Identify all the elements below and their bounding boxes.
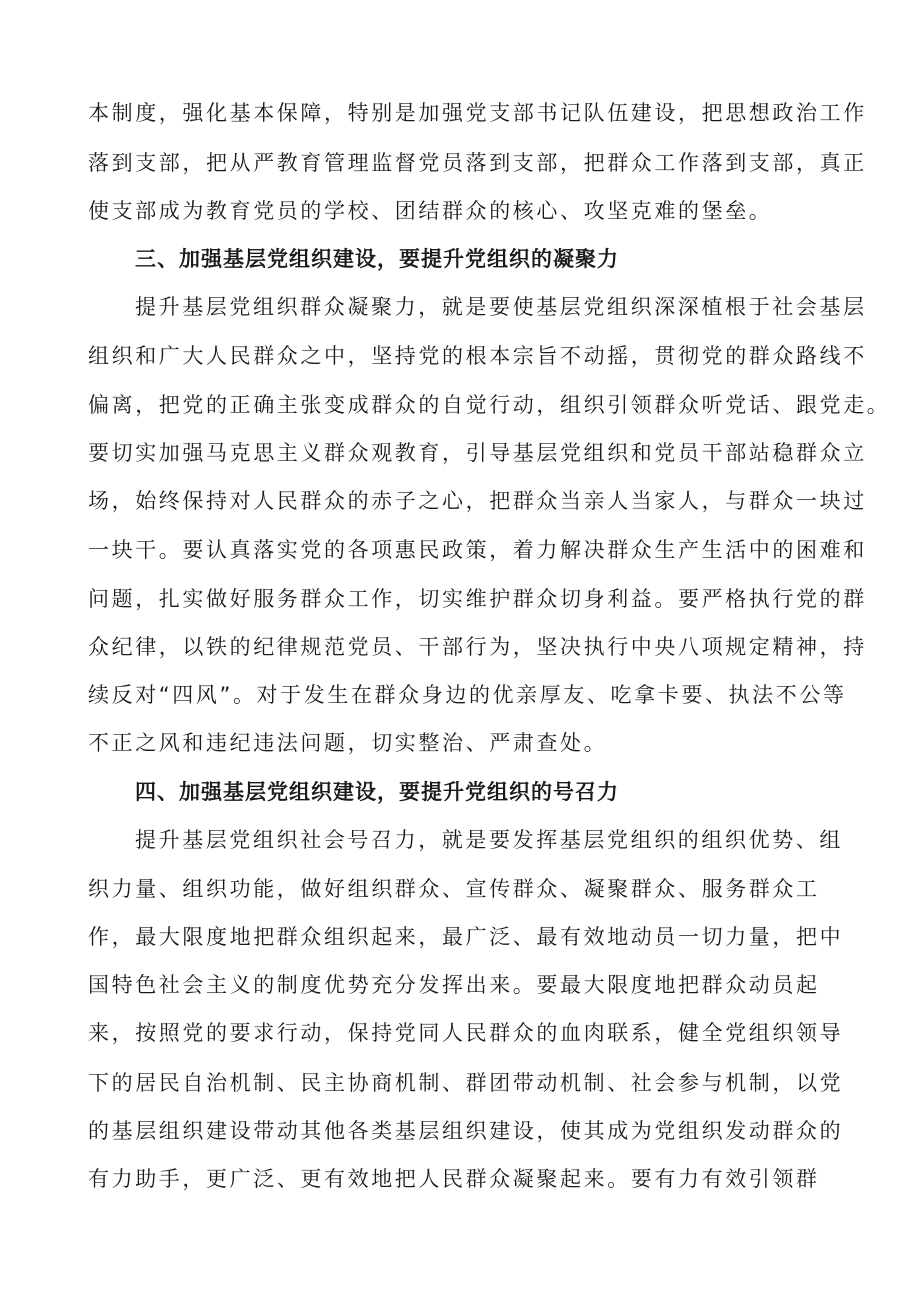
body-text-line: 作，最大限度地把群众组织起来，最广泛、最有效地动员一切力量，把中: [88, 925, 844, 949]
body-text-line: 本制度，强化基本保障，特别是加强党支部书记队伍建设，把思想政治工作: [88, 101, 867, 125]
body-text-line: 问题，扎实做好服务群众工作，切实维护群众切身利益。要严格执行党的群: [88, 587, 867, 611]
body-text-line: 提升基层党组织群众凝聚力，就是要使基层党组织深深植根于社会基层: [135, 295, 867, 319]
body-text-line: 下的居民自治机制、民主协商机制、群团带动机制、社会参与机制，以党: [88, 1071, 844, 1095]
body-text-line: 续反对“四风”。对于发生在群众身边的优亲厚友、吃拿卡要、执法不公等: [88, 683, 847, 707]
body-text-line: 落到支部，把从严教育管理监督党员落到支部，把群众工作落到支部，真正: [88, 151, 867, 175]
body-text-line: 有力助手，更广泛、更有效地把人民群众凝聚起来。要有力有效引领群: [88, 1167, 820, 1191]
body-text-line: 偏离，把党的正确主张变成群众的自觉行动，组织引领群众听党话、跟党走。: [88, 393, 891, 417]
body-text-line: 的基层组织建设带动其他各类基层组织建设，使其成为党组织发动群众的: [88, 1119, 844, 1143]
body-text-line: 国特色社会主义的制度优势充分发挥出来。要最大限度地把群众动员起: [88, 973, 820, 997]
section-heading-3: 三、加强基层党组织建设，要提升党组织的凝聚力: [135, 247, 619, 271]
body-text-line: 不正之风和违纪违法问题，切实整治、严肃查处。: [88, 731, 608, 755]
body-text-line: 一块干。要认真落实党的各项惠民政策，着力解决群众生产生活中的困难和: [88, 538, 867, 562]
body-text-line: 提升基层党组织社会号召力，就是要发挥基层党组织的组织优势、组: [135, 828, 843, 852]
body-text-line: 场，始终保持对人民群众的赤子之心，把群众当亲人当家人，与群众一块过: [88, 489, 867, 513]
body-text-line: 要切实加强马克思主义群众观教育，引导基层党组织和党员干部站稳群众立: [88, 441, 867, 465]
body-text-line: 使支部成为教育党员的学校、团结群众的核心、攻坚克难的堡垒。: [88, 199, 773, 223]
body-text-line: 组织和广大人民群众之中，坚持党的根本宗旨不动摇，贯彻党的群众路线不: [88, 344, 867, 368]
body-text-line: 众纪律，以铁的纪律规范党员、干部行为，坚决执行中央八项规定精神，持: [88, 635, 867, 659]
section-heading-4: 四、加强基层党组织建设，要提升党组织的号召力: [135, 780, 619, 804]
body-text-line: 来，按照党的要求行动，保持党同人民群众的血肉联系，健全党组织领导: [88, 1021, 844, 1045]
body-text-line: 织力量、组织功能，做好组织群众、宣传群众、凝聚群众、服务群众工: [88, 877, 820, 901]
